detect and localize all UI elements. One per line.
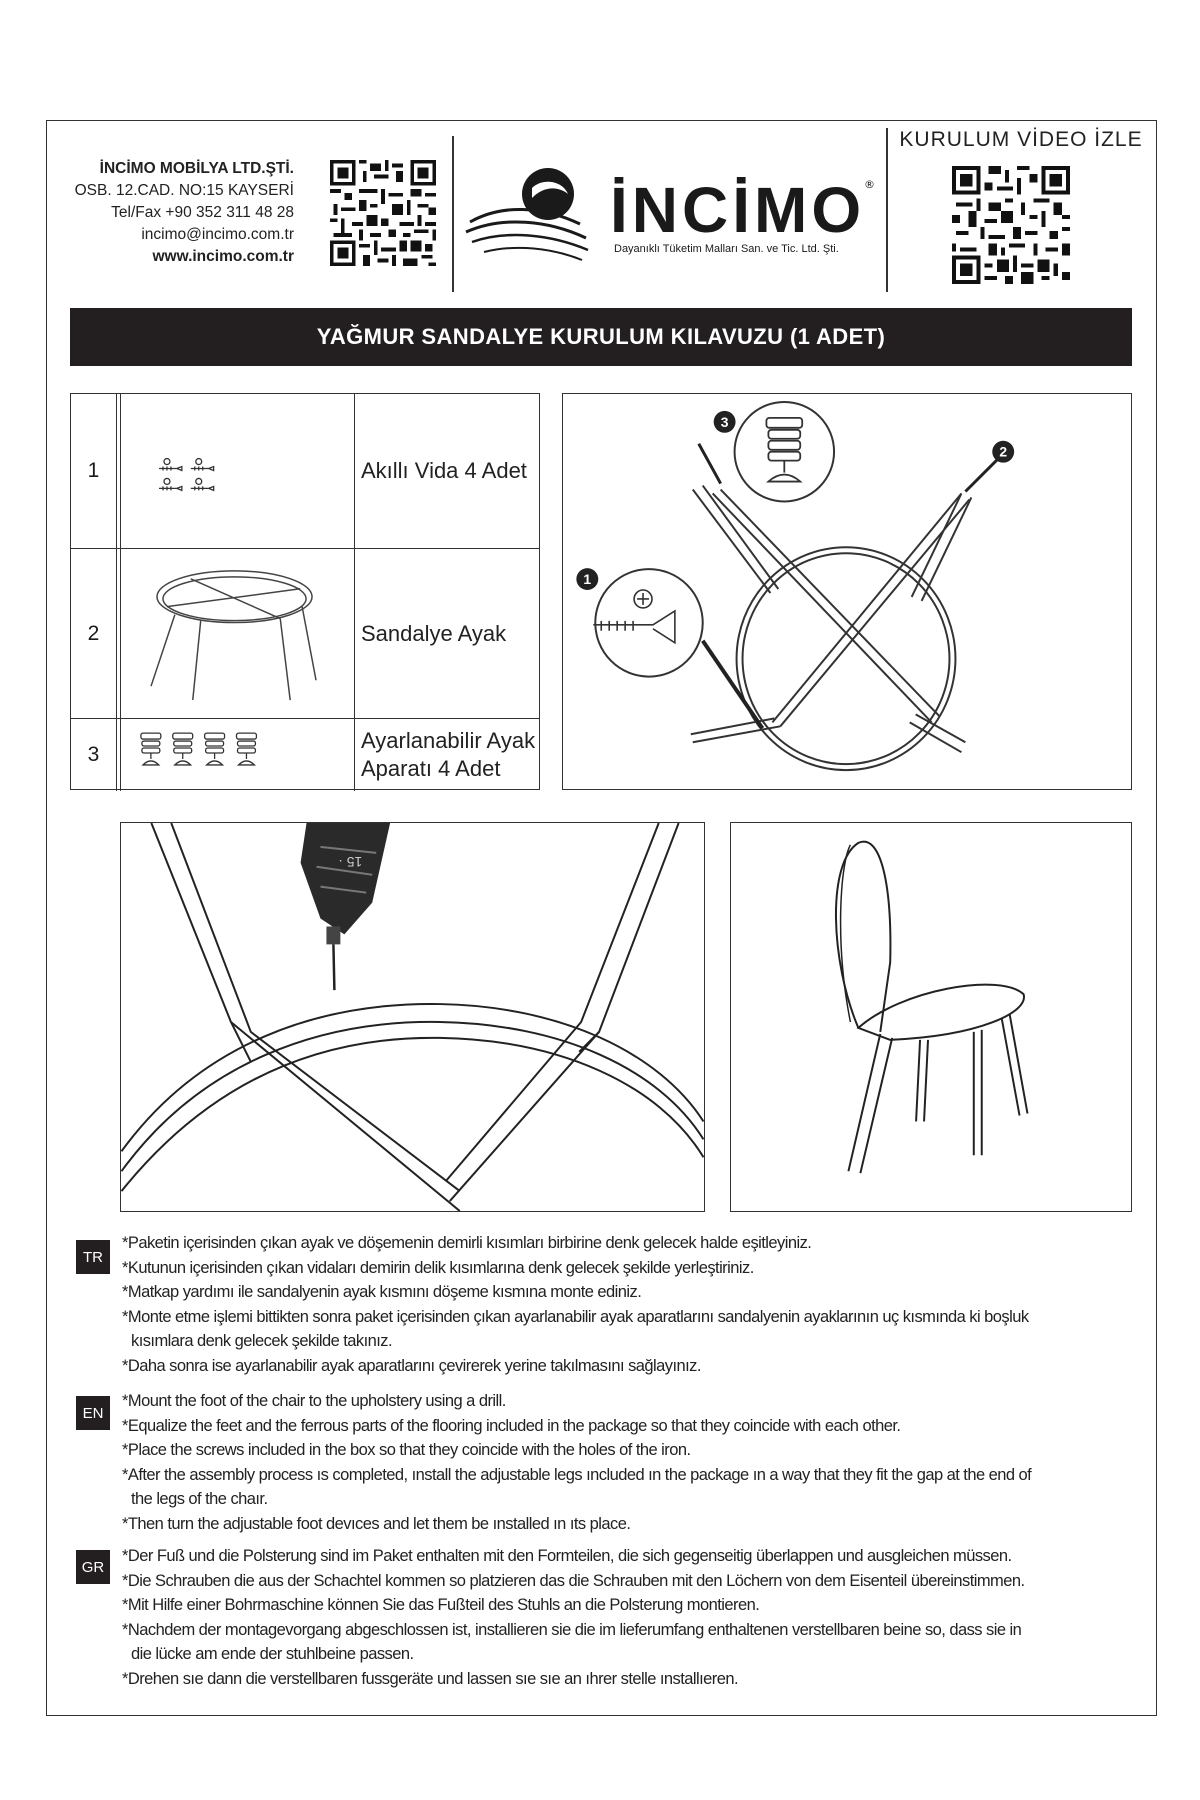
part-number: 3 xyxy=(71,719,117,791)
instructions-tr: *Paketin içerisinden çıkan ayak ve döşemenin demirli kısımları birbirine denk gelecek halde eşitleyiniz. *Kutunun içerisinden çıkan vidaları demirin delik kısımlarına denk gelecek şekilde yerleştiriniz. *Matkap yardımı ile sandalyenin ayak kısmını döşeme kısmına monte ediniz. *Monte etme işlemi bittikten sonra paket içerisinden çıkan ayarlanabilir ayak aparatlarını sandalyenin ayaklarının uç kısmında ki boşluk kısımlara denk gelecek şekilde takınız. *Daha sonra ise ayarlanabilir ayak aparatlarını çevirerek yerine takılmasını sağlayınız. xyxy=(122,1234,1029,1375)
drill-icon xyxy=(301,823,391,990)
assembled-chair-illustration xyxy=(730,822,1132,1212)
drill-label: 15 · xyxy=(338,853,363,870)
assembly-diagram xyxy=(562,393,1132,790)
logo-sphere-icon xyxy=(522,168,574,220)
company-address: OSB. 12.CAD. NO:15 KAYSERİ xyxy=(74,182,294,199)
qr-code-icon[interactable] xyxy=(330,160,436,266)
instructions-gr: *Der Fuß und die Polsterung sind im Paket enthalten mit den Formteilen, die sich gegenseitig überlappen und ausgleichen müssen. *Die Schrauben die aus der Schachtel kommen so platzieren das die Schrauben mit den Löchern von dem Eisenteil übereinstimmen. *Mit Hilfe einer Bohrmaschine können Sie das Fußteil des Stuhls an die Polsterung montieren. *Nachdem der montagevorgang abgeschlossen ist, installieren sie die im lieferumfang enthaltenen verstellbaren beine so, dass sie in die lücke am ende der stuhlbeine passen. *Drehen sıe dann die verstellbaren fussgeräte und lassen sıe sıe an ıhrer stelle ınstallıeren. xyxy=(122,1547,1025,1688)
screw-detail-circle xyxy=(595,569,702,676)
company-website: www.incimo.com.tr xyxy=(152,248,294,265)
parts-row-screws xyxy=(71,394,539,549)
parts-table xyxy=(70,393,540,790)
page-title: YAĞMUR SANDALYE KURULUM KILAVUZU (1 ADET) xyxy=(70,308,1132,366)
brand-subtitle: Dayanıklı Tüketim Malları San. ve Tic. Ltd. Şti. xyxy=(614,243,839,255)
company-email: incimo@incimo.com.tr xyxy=(141,226,294,243)
part-name-line-2: Aparatı 4 Adet xyxy=(361,756,501,781)
part-name-line-1: Ayarlanabilir Ayak xyxy=(361,728,536,753)
company-phone: Tel/Fax +90 352 311 48 28 xyxy=(111,204,294,221)
svg-text:3: 3 xyxy=(720,413,729,430)
header-divider xyxy=(452,136,454,292)
part-number: 1 xyxy=(71,394,117,548)
parts-row-adjustable-feet xyxy=(71,719,539,791)
parts-row-chair-base xyxy=(71,549,539,719)
brand-name: İNCİMO xyxy=(610,174,866,246)
svg-text:2: 2 xyxy=(999,443,1008,460)
screws-icon xyxy=(121,394,354,548)
company-name: İNCİMO MOBİLYA LTD.ŞTİ. xyxy=(99,160,294,177)
instructions-en: *Mount the foot of the chair to the upholstery using a drill. *Equalize the feet and the ferrous parts of the flooring included in the package so that they coincide with each other. *Place the screws included in the box so that they coincide with the holes of the iron. *After the assembly process ıs completed, ınstall the adjustable legs ıncluded ın the package ın a way that they fit the gap at the end of the legs of the chaır. *Then turn the adjustable foot devıces and let them be ınstalled ın ıts place. xyxy=(122,1392,1032,1533)
video-qr-code-icon[interactable] xyxy=(952,166,1070,284)
svg-text:1: 1 xyxy=(583,571,592,588)
adjustable-feet-icon xyxy=(121,719,354,791)
lang-badge-tr: TR xyxy=(76,1240,110,1274)
incimo-logo[interactable] xyxy=(462,160,882,270)
header-divider-2 xyxy=(886,128,888,292)
part-number: 2 xyxy=(71,549,117,718)
part-name: Akıllı Vida 4 Adet xyxy=(361,458,527,483)
wave-logo-icon xyxy=(466,209,588,260)
lang-badge-en: EN xyxy=(76,1396,110,1430)
drill-illustration xyxy=(120,822,705,1212)
chair-base-icon xyxy=(121,549,354,718)
part-name: Sandalye Ayak xyxy=(361,620,507,646)
registered-mark: ® xyxy=(864,178,875,191)
lang-badge-gr: GR xyxy=(76,1550,110,1584)
company-info xyxy=(50,158,294,268)
video-label: KURULUM VİDEO İZLE xyxy=(899,128,1143,151)
